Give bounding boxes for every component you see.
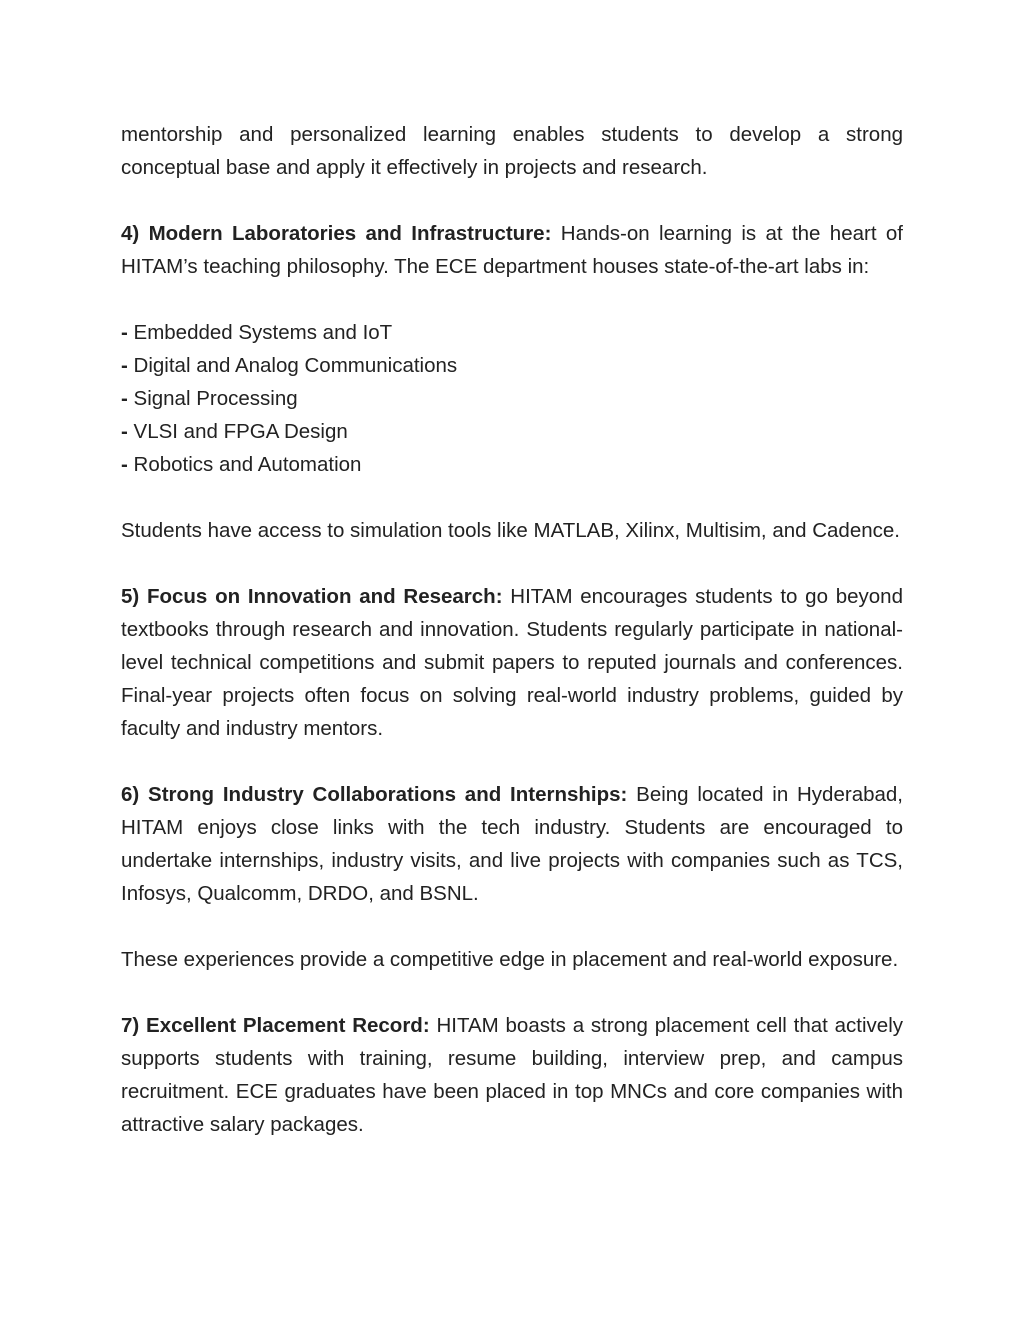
labs-paragraph (121, 217, 903, 283)
bullet-dash: - (121, 453, 128, 476)
research-heading: 5) Focus on Innovation and Research: (121, 585, 503, 608)
list-item (121, 415, 903, 448)
experience-paragraph: These experiences provide a competitive edge in placement and real-world exposure. (121, 948, 899, 971)
list-item (121, 316, 903, 349)
list-item-label: Signal Processing (133, 387, 298, 410)
bullet-dash: - (121, 321, 128, 344)
lab-list (121, 316, 903, 481)
document-page (121, 118, 903, 1174)
research-text: HITAM encourages students to go beyond textbooks through research and innovation. Students regularly participate in national-level technical competitions and submit papers to reputed journals and conferences. Final-year projects often focus on solving real-world industry problems, guided by faculty and industry mentors. (121, 585, 903, 740)
bullet-dash: - (121, 354, 128, 377)
list-item-label: Robotics and Automation (133, 453, 362, 476)
bullet-dash: - (121, 387, 128, 410)
placement-text: HITAM boasts a strong placement cell that actively supports students with training, resume building, interview prep, and campus recruitment. ECE graduates have been placed in top MNCs and core companies with attractive salary packages. (121, 1014, 904, 1136)
list-item-label: VLSI and FPGA Design (133, 420, 348, 443)
research-paragraph (121, 580, 903, 745)
bullet-dash: - (121, 420, 128, 443)
labs-heading: 4) Modern Laboratories and Infrastructure: (121, 222, 552, 245)
intro-continued-paragraph: mentorship and personalized learning enables students to develop a strong conceptual base and apply it effectively in projects and research. (121, 123, 903, 179)
list-item (121, 382, 903, 415)
industry-heading: 6) Strong Industry Collaborations and Internships: (121, 783, 628, 806)
tools-paragraph: Students have access to simulation tools like MATLAB, Xilinx, Multisim, and Cadence. (121, 519, 900, 542)
placement-paragraph (121, 1009, 903, 1141)
list-item-label: Embedded Systems and IoT (133, 321, 393, 344)
industry-paragraph (121, 778, 903, 910)
industry-text: Being located in Hyderabad, HITAM enjoys close links with the tech industry. Students are encouraged to undertake internships, industry visits, and live projects with companies such as TCS, Infosys, Qualcomm, DRDO, and BSNL. (121, 783, 903, 905)
labs-text: Hands-on learning is at the heart of HITAM’s teaching philosophy. The ECE department houses state-of-the-art labs in: (121, 222, 903, 278)
list-item-label: Digital and Analog Communications (133, 354, 458, 377)
list-item (121, 448, 903, 481)
list-item (121, 349, 903, 382)
placement-heading: 7) Excellent Placement Record: (121, 1014, 430, 1037)
